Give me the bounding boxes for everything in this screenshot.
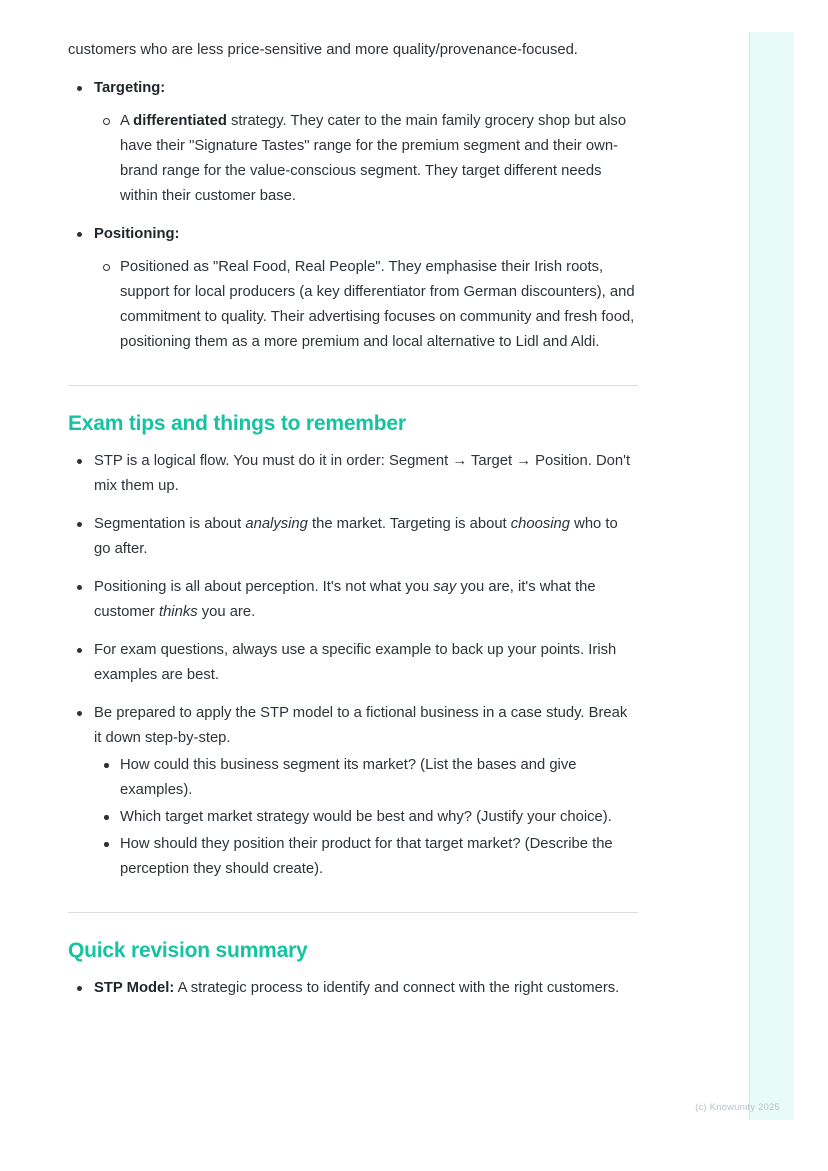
list-item: Positioned as "Real Food, Real People". They emphasise their Irish roots, support for local producers (a key differentiator from German discounters), and commitment to quality. Their advertising focuses on community and fresh food, positioning them as a more premium and local alternative to Lidl and Aldi. [94,255,638,355]
list-item [68,512,638,562]
watermark-text: (c) Knowunity 2025 [695,1102,780,1113]
section-divider-1 [68,385,638,386]
quick-revision-list [68,976,638,1001]
stp-model-label: STP Model: [94,980,175,996]
stp-model-text: A strategic process to identify and connect with the right customers. [174,980,620,996]
section-divider-2 [68,912,638,913]
list-item-targeting [68,76,638,209]
page-side-strip [749,32,794,1120]
list-item: How could this business segment its market? (List the bases and give examples). [94,753,638,803]
text-run: the market. Targeting is about [307,516,511,532]
stp-blocks-list [68,76,638,355]
text-run: Segmentation is about [94,516,246,532]
positioning-sub-list [94,255,638,355]
text-run: who to go after. [94,516,618,557]
exam-tip-text [94,579,596,620]
targeting-detail-rest: strategy. They cater to the main family grocery shop but also have their "Signature Tastes" range for the premium segment and their own-brand range for the value-conscious segment. They target different needs within their customer base. [120,113,627,204]
text-run-italic: choosing [510,516,571,532]
list-item [68,638,638,688]
text-run: you are. [197,604,256,620]
positioning-heading: Positioning: [94,226,180,242]
targeting-sub-list [94,109,638,209]
text-run: you are, it's what the customer [94,579,596,620]
document-content [68,38,638,1001]
exam-tips-list [68,449,638,882]
text-run-italic: say [433,579,457,595]
list-item [68,976,638,1001]
text-run-italic: analysing [245,516,308,532]
text-run-italic: thinks [158,604,198,620]
section-heading-exam-tips: Exam tips and things to remember [68,412,406,435]
text-run: Positioning is all about perception. It's not what you [94,579,434,595]
list-item [94,109,638,209]
list-item: How should they position their product for that target market? (Describe the perception they should create). [94,832,638,882]
exam-tip-text: Be prepared to apply the STP model to a fictional business in a case study. Break it down step-by-step. [94,705,628,746]
exam-tip-sub-list [94,753,638,882]
targeting-heading: Targeting: [94,80,166,96]
targeting-bold-word: differentiated [133,113,227,129]
exam-tip-text: For exam questions, always use a specific example to back up your points. Irish examples are best. [94,642,617,683]
top-paragraph: customers who are less price-sensitive and more quality/provenance-focused. [68,42,578,58]
exam-tip-text: STP is a logical flow. You must do it in order: Segment → Target → Position. Don't mix them up. [94,453,631,494]
list-item [68,701,638,882]
exam-tip-text [94,516,618,557]
targeting-detail-text: A differentiated strategy. They cater to the main family grocery shop but also have their "Signature Tastes" range for the premium segment and their own-brand range for the value-conscious segment. They target different needs within their customer base. [120,113,627,204]
list-item [68,449,638,499]
list-item: Which target market strategy would be best and why? (Justify your choice). [94,805,638,830]
list-item [68,575,638,625]
section-heading-quick-revision: Quick revision summary [68,939,308,962]
list-item-positioning [68,222,638,355]
